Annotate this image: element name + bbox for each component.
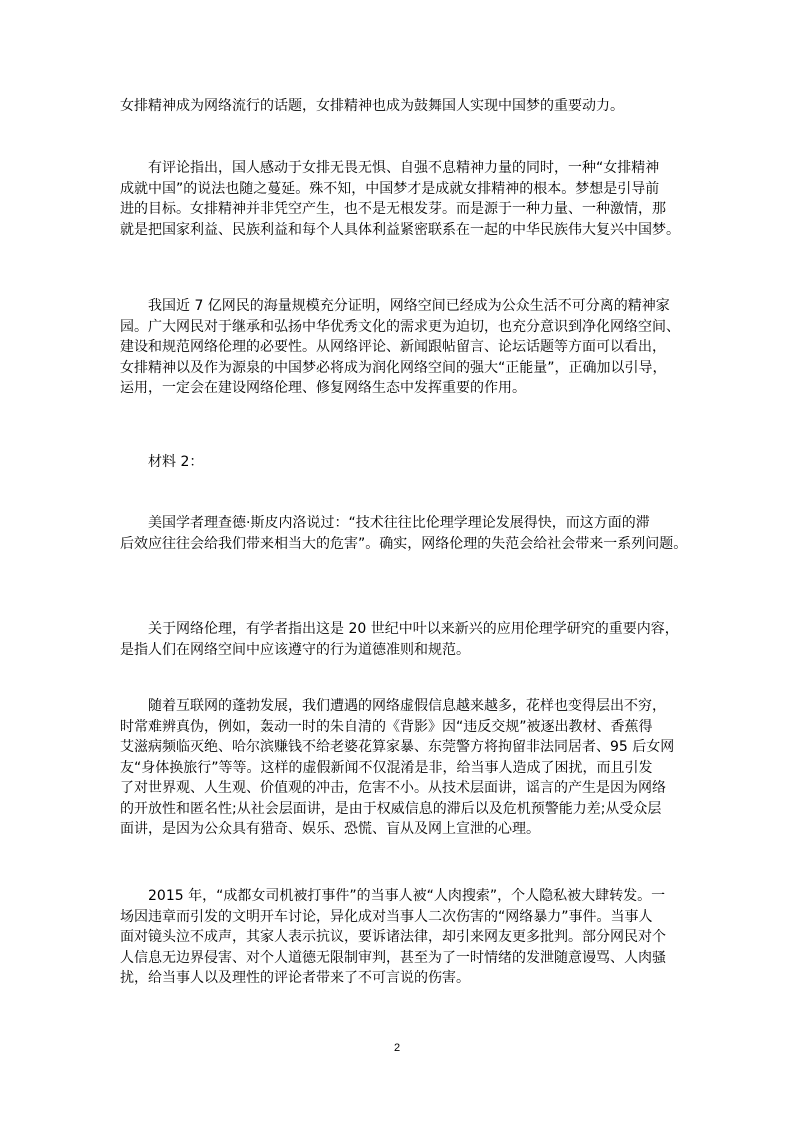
paragraph-network-ethics-definition — [120, 619, 680, 660]
text-line: 我国近 7 亿网民的海量规模充分证明，网络空间已经成为公众生活不可分离的精神家 — [120, 298, 670, 314]
text-line: 女排精神以及作为源泉的中国梦必将成为润化网络空间的强大“正能量”，正确加以引导， — [120, 359, 667, 376]
text-line: 女排精神成为网络流行的话题，女排精神也成为鼓舞国人实现中国梦的重要动力。 — [120, 98, 624, 114]
text-line: 面讲，是因为公众具有猎奇、娱乐、恐慌、盲从及网上宣泄的心理。 — [120, 821, 540, 837]
text-line: 场因违章而引发的文明开车讨论，异化成对当事人二次伤害的“网络暴力”事件。当事人 — [120, 908, 653, 925]
text-line: 了对世界观、人生观、价值观的冲击，危害不小。从技术层面讲，谣言的产生是因为网络 — [120, 780, 666, 796]
text-line: 关于网络伦理，有学者指出这是 20 世纪中叶以来新兴的应用伦理学研究的重要内容， — [120, 621, 679, 637]
text-line: 是指人们在网络空间中应该遵守的行为道德准则和规范。 — [120, 641, 470, 658]
text-line: 人信息无边界侵害、对个人道德无限制审判，甚至为了一时情绪的发泄随意谩骂、人肉骚 — [120, 949, 666, 966]
paragraph-chengdu-case — [120, 886, 680, 989]
paragraph-false-information — [120, 696, 680, 840]
paragraph-netizens-cyberspace — [120, 296, 680, 399]
text-line: 运用，一定会在建设网络伦理、修复网络生态中发挥重要的作用。 — [120, 380, 526, 396]
text-line: 2015 年，“成都女司机被打事件”的当事人被“人肉搜索”，个人隐私被大肆转发。一 — [120, 888, 666, 904]
page-number: 2 — [393, 1042, 401, 1054]
paragraph-commentary-chinese-dream — [120, 158, 680, 240]
text-line: 随着互联网的蓬勃发展，我们遭遇的网络虚假信息越来越多，花样也变得层出不穷， — [120, 698, 666, 714]
text-line: 后效应往往会给我们带来相当大的危害”。确实，网络伦理的失范会给社会带来一系列问题。 — [120, 535, 688, 552]
section-heading-material-2 — [120, 452, 680, 473]
text-line: 时常难辨真伪，例如，轰动一时的朱自清的《背影》因“违反交规”被逐出教材、香蕉得 — [120, 718, 653, 735]
text-line: 建设和规范网络伦理的必要性。从网络评论、新闻跟帖留言、论坛话题等方面可以看出， — [120, 339, 666, 355]
text-line: 进的目标。女排精神并非凭空产生，也不是无根发芽。而是源于一种力量、一种激情，那 — [120, 201, 666, 217]
text-line: 有评论指出，国人感动于女排无畏无惧、自强不息精神力量的同时，一种“女排精神 — [120, 160, 660, 176]
paragraph-spinello-quote — [120, 513, 688, 554]
text-line: 成就中国”的说法也随之蔓延。殊不知，中国梦才是成就女排精神的根本。梦想是引导前 — [120, 180, 660, 197]
text-line: 扰，给当事人以及理性的评论者带来了不可言说的伤害。 — [120, 970, 470, 986]
text-line: 美国学者理查德·斯皮内洛说过：“技术往往比伦理学理论发展得快，而这方面的滞 — [120, 515, 650, 531]
text-line: 面对镜头泣不成声，其家人表示抗议，要诉诸法律，却引来网友更多批判。部分网民对个 — [120, 929, 666, 945]
text-line: 艾滋病频临灭绝、哈尔滨赚钱不给老婆花算家暴、东莞警方将拘留非法同居者、95 后女网 — [120, 739, 675, 755]
text-line: 的开放性和匿名性;从社会层面讲，是由于权威信息的滞后以及危机预警能力差;从受众层 — [120, 800, 662, 817]
text-line: 就是把国家利益、民族利益和每个人具体利益紧密联系在一起的中华民族伟大复兴中国梦。 — [120, 221, 680, 238]
text-line: 友“身体换旅行”等等。这样的虚假新闻不仅混淆是非，给当事人造成了困扰，而且引发 — [120, 759, 653, 776]
text-line: 材料 2： — [120, 454, 204, 470]
paragraph-women-volleyball-spirit-conclusion — [120, 96, 680, 117]
text-line: 园。广大网民对于继承和弘扬中华优秀文化的需求更为迫切，也充分意识到净化网络空间、 — [120, 318, 680, 335]
